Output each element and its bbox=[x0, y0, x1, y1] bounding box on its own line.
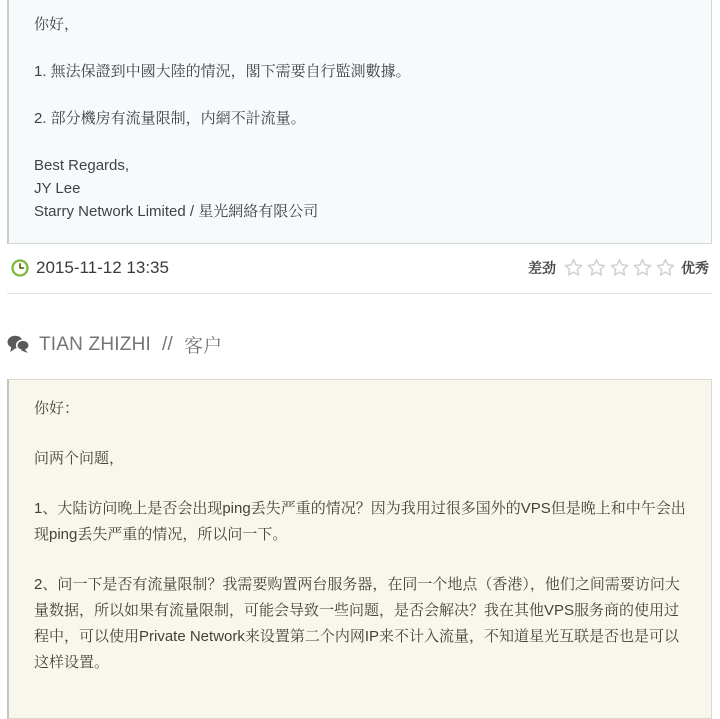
customer-paragraph: 你好： bbox=[34, 400, 80, 417]
signature-line: Best Regards, bbox=[34, 157, 130, 174]
star-icon[interactable] bbox=[609, 257, 630, 278]
reply-rating bbox=[528, 257, 709, 278]
reply-paragraph: 你好， bbox=[34, 16, 80, 33]
comment-separator: // bbox=[161, 333, 173, 355]
reply-meta-row bbox=[7, 244, 712, 294]
customer-paragraph: 问两个问题， bbox=[34, 450, 125, 467]
customer-paragraph: 1、大陆访问晚上是否会出现ping丢失严重的情况？因为我用过很多国外的VPS但是晚上和中午会出现ping丢失严重的情况，所以问一下。 bbox=[34, 500, 686, 543]
timestamp-text: 2015-11-12 13:35 bbox=[36, 257, 169, 277]
comment-author: TIAN ZHIZHI bbox=[39, 333, 151, 355]
rating-low-label: 差劲 bbox=[528, 259, 556, 276]
star-icon[interactable] bbox=[563, 257, 584, 278]
star-icon[interactable] bbox=[632, 257, 653, 278]
reply-timestamp bbox=[11, 258, 169, 278]
reply-paragraph: 2. 部分機房有流量限制，内網不計流量。 bbox=[34, 110, 306, 127]
signature-line: JY Lee bbox=[34, 180, 81, 197]
comments-icon bbox=[7, 335, 30, 354]
rating-high-label: 优秀 bbox=[681, 259, 709, 276]
signature-line: Starry Network Limited / 星光網絡有限公司 bbox=[34, 203, 319, 220]
rating-stars bbox=[563, 257, 676, 278]
staff-reply-message bbox=[7, 0, 712, 244]
customer-message bbox=[7, 379, 712, 719]
reply-paragraph: 1. 無法保證到中國大陸的情況，閣下需要自行監測數據。 bbox=[34, 63, 411, 80]
star-icon[interactable] bbox=[655, 257, 676, 278]
customer-paragraph: 2、问一下是否有流量限制？我需要购置两台服务器，在同一个地点（香港），他们之间需要访问大量数据，所以如果有流量限制，可能会导致一些问题，是否会解决？我在其他VPS服务商的使用过程中，可以使用Private Network来设置第二个内网IP来不计入流量，不知道星光互联是否也是可以这样设置。 bbox=[34, 576, 680, 671]
reply-signature bbox=[34, 154, 686, 223]
comment-author-role: 客户 bbox=[183, 336, 223, 357]
comment-header bbox=[7, 331, 712, 358]
star-icon[interactable] bbox=[586, 257, 607, 278]
clock-icon bbox=[11, 259, 29, 277]
